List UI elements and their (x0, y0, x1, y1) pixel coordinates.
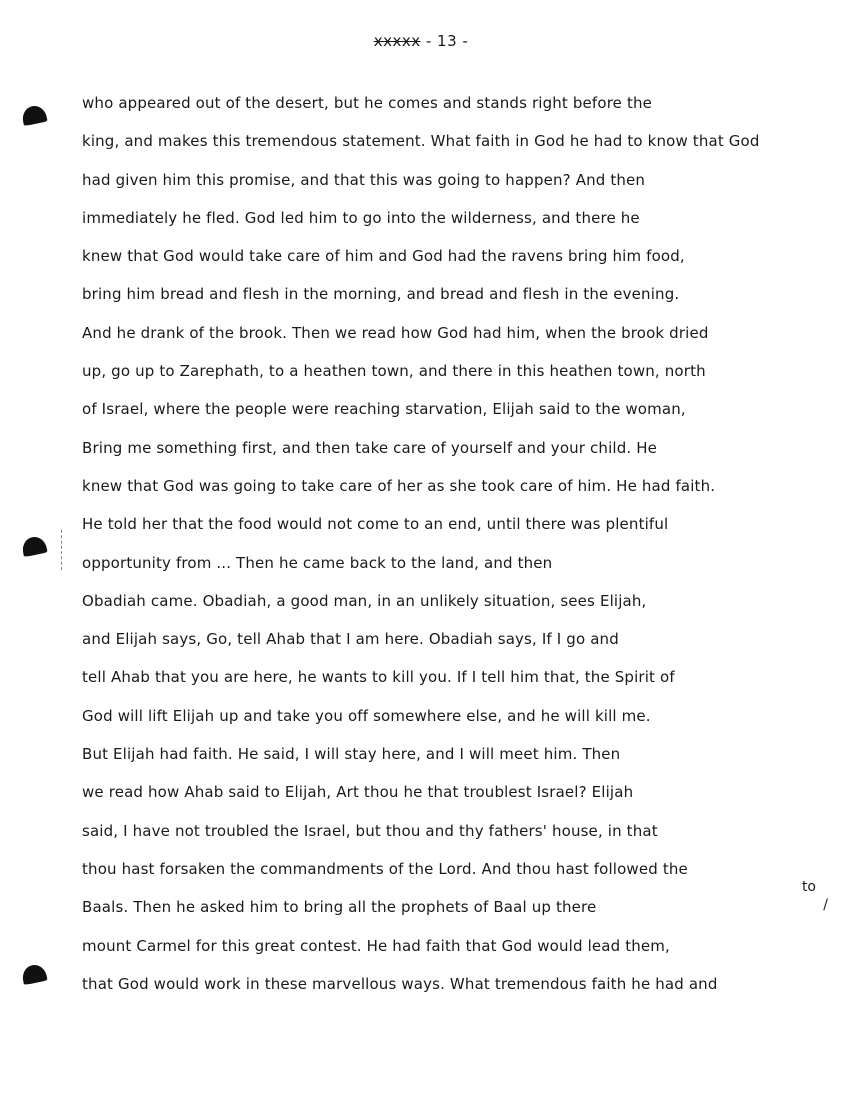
text-line: God will lift Elijah up and take you off somewhere else, and he will kill me. (82, 706, 651, 725)
page-header (0, 32, 842, 50)
text-line: Obadiah came. Obadiah, a good man, in an unlikely situation, sees Elijah, (82, 591, 647, 610)
text-line: bring him bread and flesh in the morning, and bread and flesh in the evening. (82, 285, 680, 304)
text-line: Baals. Then he asked him to bring all the prophets of Baal up there (82, 898, 597, 917)
text-line: mount Carmel for this great contest. He had faith that God would lead them, (82, 936, 670, 955)
struck-header-text: xxxxx (373, 32, 421, 50)
margin-note-to: to (801, 879, 816, 895)
text-line: But Elijah had faith. He said, I will stay here, and I will meet him. Then (82, 745, 621, 764)
text-line: And he drank of the brook. Then we read how God had him, when the brook dried (82, 323, 709, 342)
text-line: we read how Ahab said to Elijah, Art thou he that troublest Israel? Elijah (82, 783, 634, 802)
text-line: thou hast forsaken the commandments of the Lord. And thou hast followed the (82, 859, 688, 878)
text-line: who appeared out of the desert, but he comes and stands right before the (82, 94, 653, 112)
punch-hole-icon (20, 104, 47, 127)
margin-annotation (802, 878, 828, 914)
text-line: Bring me something first, and then take care of yourself and your child. He (82, 438, 658, 457)
margin-note-slash: / (823, 897, 828, 913)
margin-pen-mark (61, 530, 63, 570)
text-line: said, I have not troubled the Israel, but thou and thy fathers' house, in that (82, 821, 658, 840)
text-line: tell Ahab that you are here, he wants to kill you. If I tell him that, the Spirit of (82, 668, 675, 687)
text-line: knew that God was going to take care of her as she took care of him. He had faith. (82, 476, 716, 495)
text-line: opportunity from ... Then he came back to the land, and then (82, 553, 553, 572)
text-line: king, and makes this tremendous statement. What faith in God he had to know that God (82, 132, 760, 151)
document-body (82, 92, 782, 1011)
page-number: - 13 - (425, 32, 469, 50)
text-line: He told her that the food would not come to an end, until there was plentiful (82, 515, 669, 534)
punch-hole-icon (20, 963, 47, 986)
text-line: knew that God would take care of him and God had the ravens bring him food, (82, 247, 685, 266)
text-line: that God would work in these marvellous ways. What tremendous faith he had and (82, 974, 718, 993)
text-line: immediately he fled. God led him to go into the wilderness, and there he (82, 208, 640, 227)
text-line: had given him this promise, and that this was going to happen? And then (82, 170, 646, 189)
text-line: up, go up to Zarephath, to a heathen town, and there in this heathen town, north (82, 362, 706, 381)
punch-hole-icon (20, 535, 47, 558)
text-line: of Israel, where the people were reaching starvation, Elijah said to the woman, (82, 400, 686, 419)
text-line: and Elijah says, Go, tell Ahab that I am here. Obadiah says, If I go and (82, 630, 619, 649)
